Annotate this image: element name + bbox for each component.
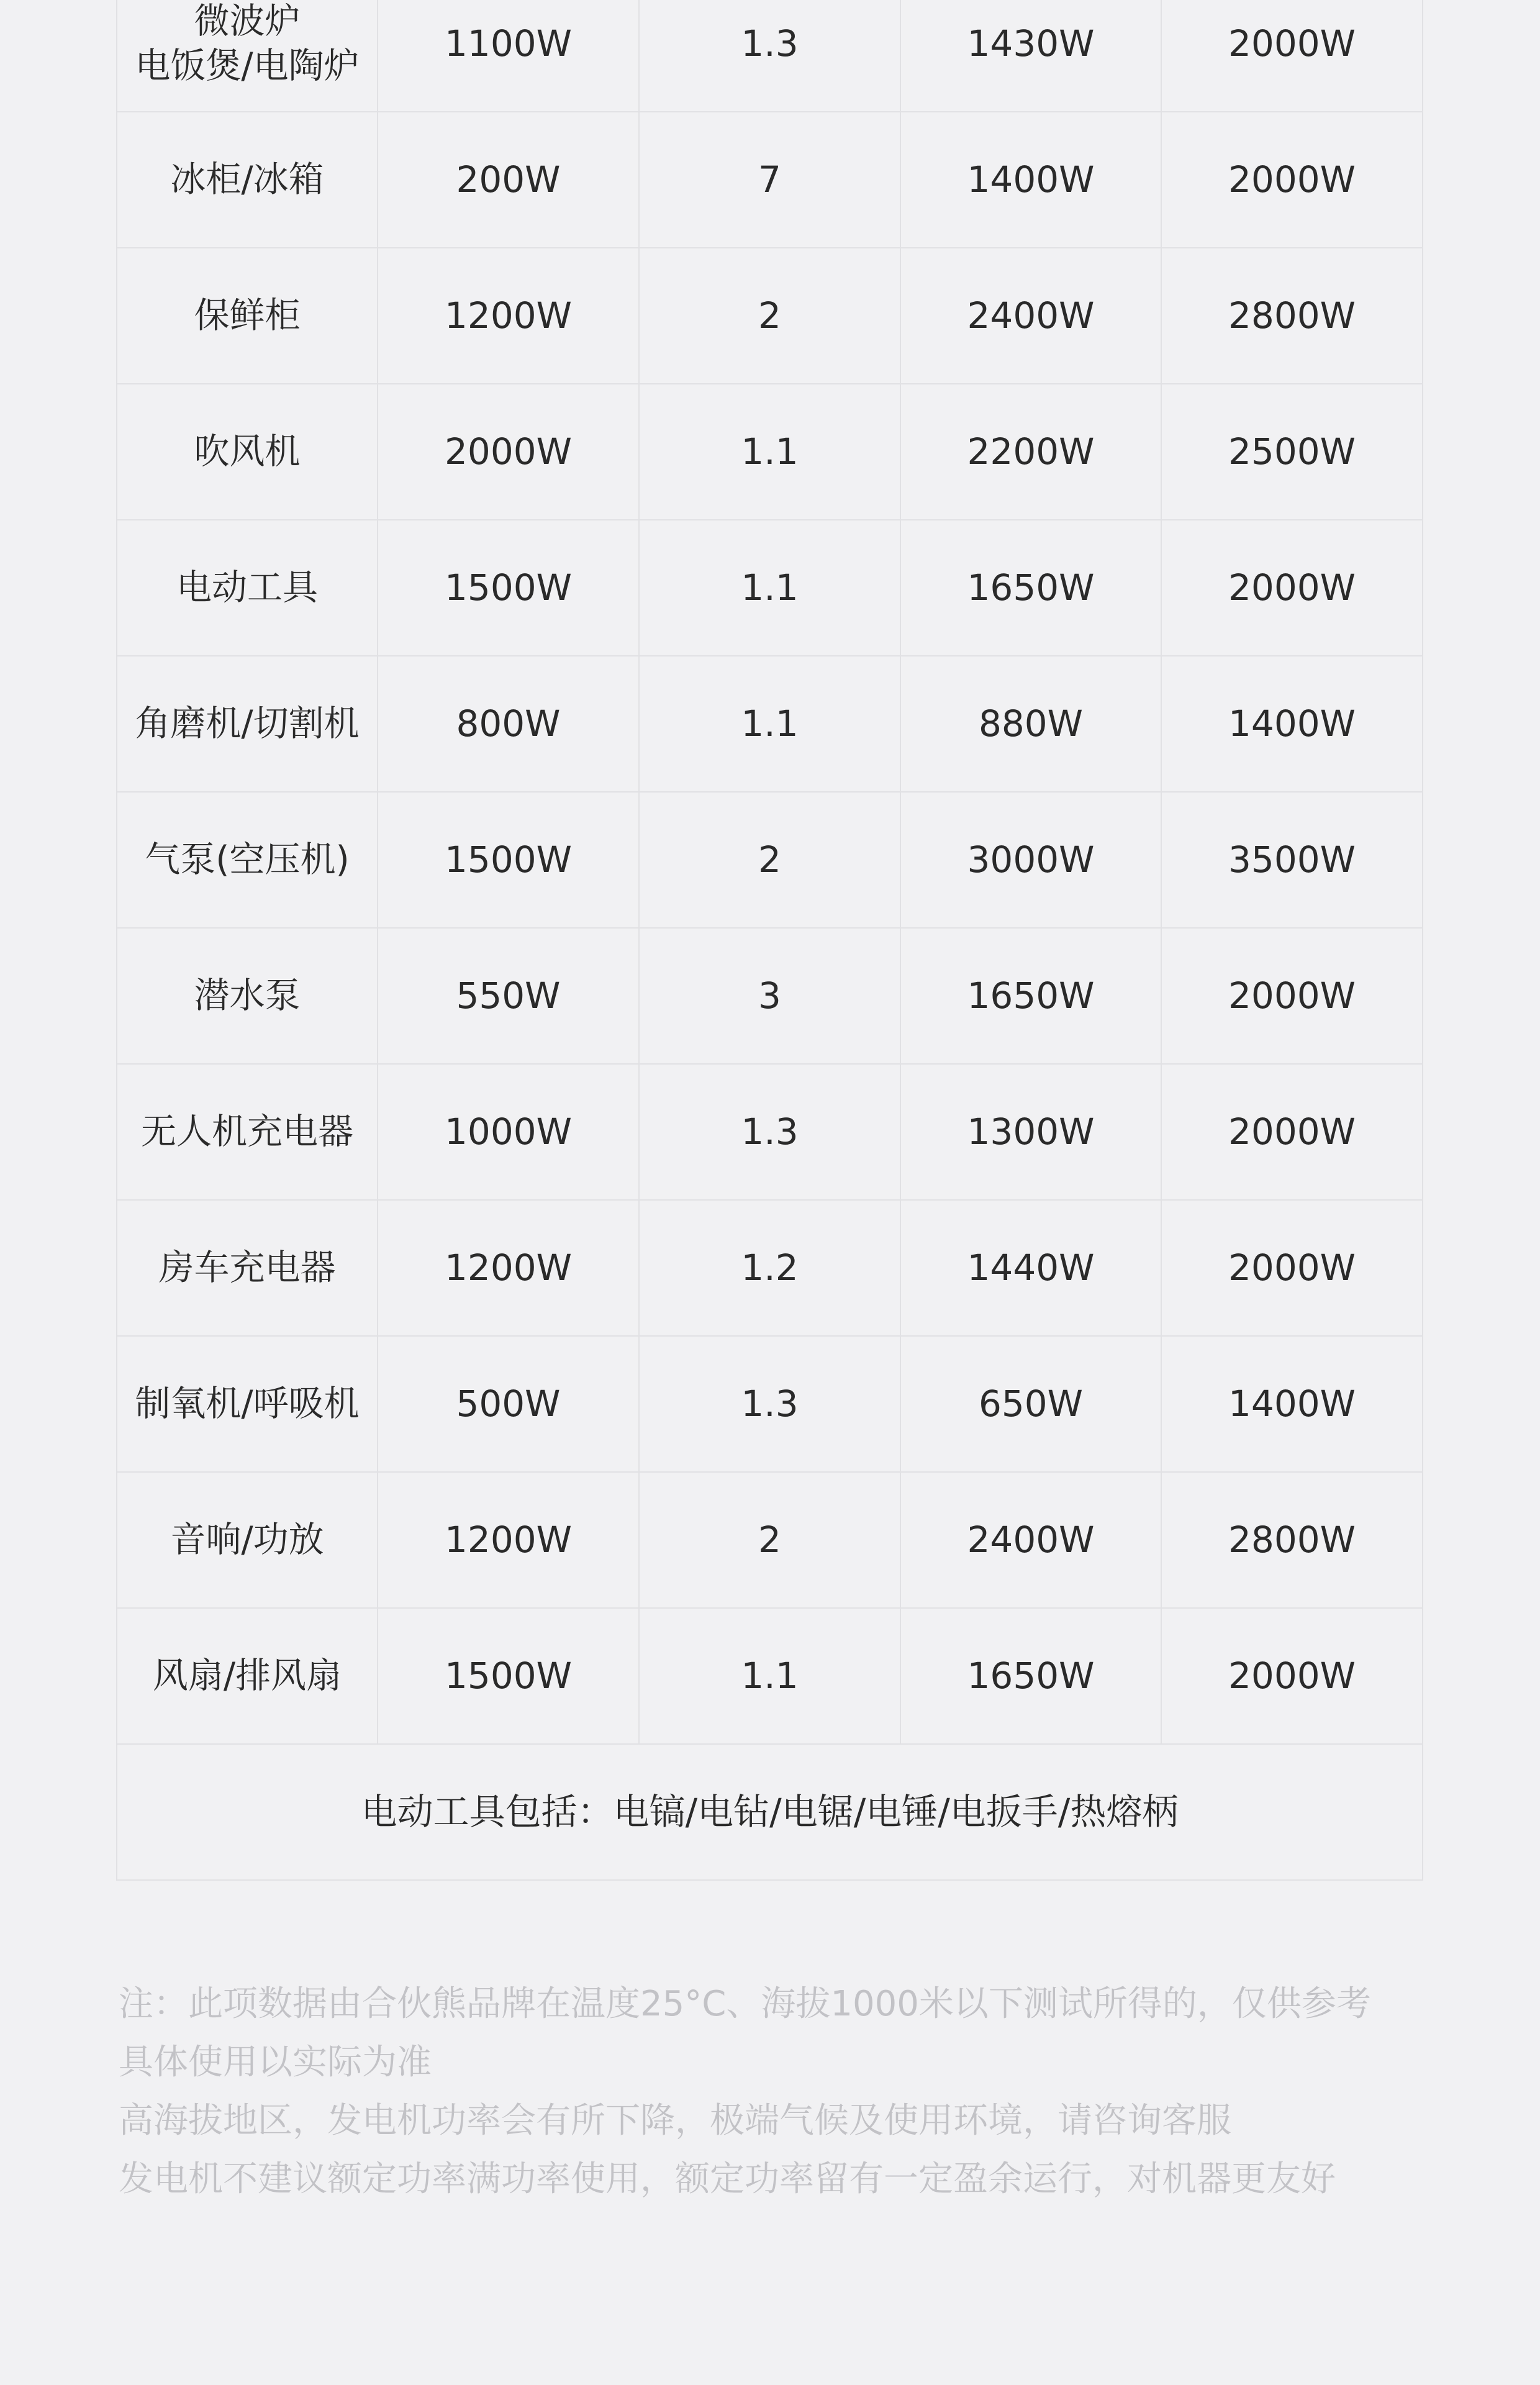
starting-power-cell [900,520,1161,656]
rated-power-cell [378,0,639,112]
starting-power-cell [900,1200,1161,1336]
starting-power-cell [900,112,1161,248]
rated-power-cell-text: 1500W [445,838,572,881]
rated-power-cell-text: 2000W [445,430,572,473]
appliance-cell [117,1200,378,1336]
rated-power-cell [378,792,639,928]
table-row [117,0,1423,112]
appliance-cell [117,928,378,1064]
appliance-cell [117,520,378,656]
recommended-power-cell [1161,1336,1423,1472]
starting-factor-cell-text: 1.3 [741,1111,799,1153]
starting-power-cell-text: 1440W [967,1247,1095,1289]
rated-power-cell [378,1608,639,1744]
starting-factor-cell [639,1200,900,1336]
recommended-power-cell-text: 2000W [1228,22,1356,65]
recommended-power-cell [1161,1200,1423,1336]
starting-power-cell-text: 2200W [967,430,1095,473]
recommended-power-cell-text: 2500W [1228,430,1356,473]
table-row [117,1200,1423,1336]
table-row [117,928,1423,1064]
recommended-power-cell [1161,656,1423,792]
starting-factor-cell-text: 2 [758,1519,781,1561]
recommended-power-cell [1161,1608,1423,1744]
recommended-power-cell [1161,792,1423,928]
appliance-cell [117,248,378,384]
recommended-power-cell [1161,1064,1423,1200]
appliance-cell-text: 吹风机 [194,430,301,472]
rated-power-cell [378,1200,639,1336]
appliance-cell-text: 风扇/排风扇 [152,1655,342,1696]
starting-power-cell [900,0,1161,112]
starting-factor-cell-text: 2 [758,838,781,881]
rated-power-cell [378,1336,639,1472]
starting-power-cell-text: 2400W [967,294,1095,337]
recommended-power-cell [1161,520,1423,656]
rated-power-cell-text: 1200W [445,1519,572,1561]
starting-power-cell-text: 1650W [967,974,1095,1017]
recommended-power-cell [1161,928,1423,1064]
recommended-power-cell [1161,248,1423,384]
appliance-cell-text: 电动工具 [176,566,318,608]
power-requirement-table [116,0,1423,1881]
table-row [117,792,1423,928]
appliance-cell [117,1064,378,1200]
starting-power-cell [900,928,1161,1064]
appliance-cell [117,792,378,928]
starting-factor-cell-text: 1.1 [741,430,799,473]
starting-factor-cell-text: 1.2 [741,1247,799,1289]
appliance-cell-text: 微波炉 电饭煲/电陶炉 [135,1,360,86]
appliance-cell-text: 制氧机/呼吸机 [135,1383,360,1424]
rated-power-cell-text: 1500W [445,1655,572,1697]
starting-power-cell-text: 650W [978,1383,1084,1425]
appliance-cell [117,384,378,520]
rated-power-cell [378,928,639,1064]
starting-power-cell [900,1064,1161,1200]
starting-factor-cell [639,248,900,384]
table-row [117,1472,1423,1608]
table-row [117,1064,1423,1200]
recommended-power-cell [1161,384,1423,520]
rated-power-cell [378,1064,639,1200]
recommended-power-cell [1161,0,1423,112]
table-row [117,1336,1423,1472]
note-line-3: 高海拔地区，发电机功率会有所下降，极端气候及使用环境，请咨询客服 [119,2101,1231,2141]
table-row [117,248,1423,384]
rated-power-cell-text: 550W [456,974,561,1017]
appliance-cell [117,1472,378,1608]
starting-power-cell [900,656,1161,792]
recommended-power-cell-text: 1400W [1228,1383,1356,1425]
starting-power-cell-text: 1430W [967,22,1095,65]
rated-power-cell-text: 800W [456,702,561,745]
starting-power-cell [900,248,1161,384]
starting-factor-cell [639,656,900,792]
starting-power-cell-text: 1650W [967,1655,1095,1697]
appliance-cell-text: 冰柜/冰箱 [170,158,324,200]
rated-power-cell-text: 1200W [445,294,572,337]
note-line-2: 具体使用以实际为准 [119,2042,432,2083]
starting-factor-cell-text: 1.1 [741,1655,799,1697]
recommended-power-cell-text: 2000W [1228,1111,1356,1153]
starting-power-cell-text: 880W [978,702,1084,745]
starting-factor-cell [639,112,900,248]
table-footer-row [117,1744,1423,1880]
recommended-power-cell-text: 2800W [1228,1519,1356,1561]
starting-factor-cell [639,1064,900,1200]
starting-power-cell [900,792,1161,928]
recommended-power-cell [1161,112,1423,248]
rated-power-cell [378,656,639,792]
table-row [117,384,1423,520]
starting-factor-cell [639,1336,900,1472]
rated-power-cell-text: 1000W [445,1111,572,1153]
recommended-power-cell-text: 2000W [1228,974,1356,1017]
starting-factor-cell-text: 2 [758,294,781,337]
rated-power-cell-text: 200W [456,158,561,201]
table-body [117,0,1423,1880]
starting-factor-cell [639,0,900,112]
rated-power-cell [378,520,639,656]
appliance-cell-text: 潜水泵 [194,974,301,1016]
starting-factor-cell [639,1608,900,1744]
disclaimer-notes [119,1975,1435,2209]
starting-power-cell-text: 1300W [967,1111,1095,1153]
appliance-cell [117,112,378,248]
starting-factor-cell-text: 1.1 [741,702,799,745]
rated-power-cell [378,1472,639,1608]
recommended-power-cell-text: 2000W [1228,1655,1356,1697]
appliance-cell-text: 音响/功放 [170,1519,324,1560]
appliance-cell-text: 保鲜柜 [194,294,301,336]
power-tools-footnote: 电动工具包括：电镐/电钻/电锯/电锤/电扳手/热熔柄 [117,1744,1423,1880]
starting-factor-cell [639,928,900,1064]
recommended-power-cell [1161,1472,1423,1608]
appliance-cell-text: 无人机充电器 [141,1111,353,1152]
starting-power-cell-text: 2400W [967,1519,1095,1561]
table-row [117,656,1423,792]
appliance-cell [117,656,378,792]
starting-factor-cell [639,520,900,656]
recommended-power-cell-text: 2000W [1228,158,1356,201]
starting-factor-cell [639,384,900,520]
appliance-cell [117,1336,378,1472]
appliance-cell [117,1608,378,1744]
starting-factor-cell-text: 1.1 [741,566,799,609]
rated-power-cell-text: 1500W [445,566,572,609]
starting-power-cell-text: 3000W [967,838,1095,881]
starting-power-cell [900,1336,1161,1472]
starting-factor-cell-text: 1.3 [741,22,799,65]
rated-power-cell [378,248,639,384]
starting-power-cell [900,1608,1161,1744]
starting-factor-cell [639,1472,900,1608]
note-line-1: 注：此项数据由合伙熊品牌在温度25°C、海拔1000米以下测试所得的，仅供参考 [119,1984,1371,2024]
starting-factor-cell-text: 3 [758,974,781,1017]
appliance-cell-text: 角磨机/切割机 [135,702,360,744]
recommended-power-cell-text: 2000W [1228,1247,1356,1289]
recommended-power-cell-text: 3500W [1228,838,1356,881]
starting-power-cell-text: 1400W [967,158,1095,201]
rated-power-cell-text: 500W [456,1383,561,1425]
recommended-power-cell-text: 2000W [1228,566,1356,609]
starting-factor-cell [639,792,900,928]
rated-power-cell-text: 1100W [445,22,572,65]
rated-power-cell [378,112,639,248]
rated-power-cell-text: 1200W [445,1247,572,1289]
appliance-cell [117,0,378,112]
recommended-power-cell-text: 2800W [1228,294,1356,337]
appliance-cell-text: 房车充电器 [158,1247,336,1288]
starting-factor-cell-text: 7 [758,158,781,201]
rated-power-cell [378,384,639,520]
starting-factor-cell-text: 1.3 [741,1383,799,1425]
starting-power-cell [900,384,1161,520]
starting-power-cell [900,1472,1161,1608]
starting-power-cell-text: 1650W [967,566,1095,609]
recommended-power-cell-text: 1400W [1228,702,1356,745]
table-row [117,112,1423,248]
note-line-4: 发电机不建议额定功率满功率使用，额定功率留有一定盈余运行，对机器更友好 [119,2159,1336,2199]
table-row [117,520,1423,656]
appliance-cell-text: 气泵(空压机) [145,838,350,880]
table-row [117,1608,1423,1744]
